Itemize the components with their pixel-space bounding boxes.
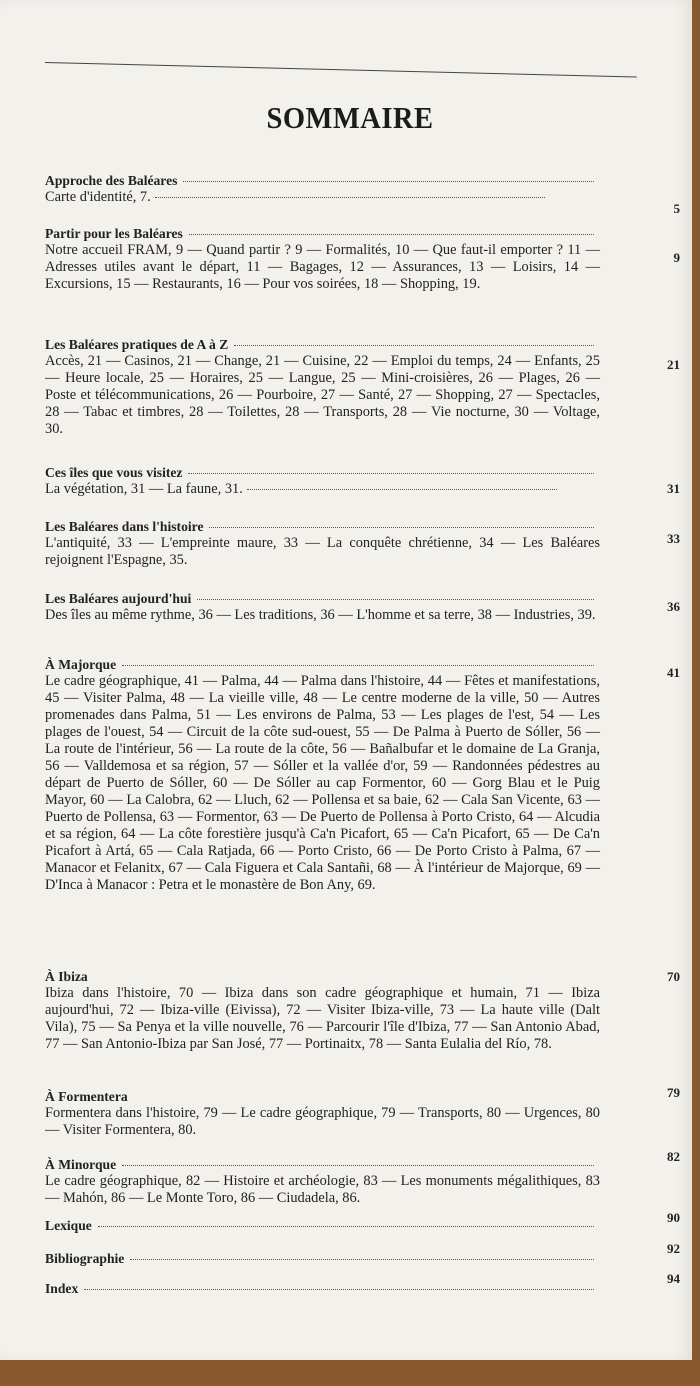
page-number: 70 [667,969,680,984]
dot-leader [122,1165,594,1166]
section-heading: Les Baléares aujourd'hui [45,591,192,606]
page-number: 82 [667,1149,680,1164]
dot-leader [98,1226,594,1227]
page-number: 41 [667,665,680,680]
toc-section [45,464,680,498]
page-number: 31 [667,481,680,496]
page-number: 36 [667,599,680,614]
dot-leader [183,181,594,182]
toc-section [45,1241,680,1267]
toc-section [45,336,680,438]
page-title: SOMMAIRE [266,100,434,135]
section-body: L'antiquité, 33 — L'empreinte maure, 33 — La conquête chrétienne, 34 — Les Baléares rejoignent l'Espagne, 35. [45,535,600,568]
page-number: 94 [667,1271,680,1286]
dot-leader [155,197,545,198]
section-heading: À Formentera [45,1089,128,1104]
section-heading: Bibliographie [45,1251,125,1266]
toc-section [45,518,680,569]
dot-leader [234,345,594,346]
section-body: Des îles au même rythme, 36 — Les traditions, 36 — L'homme et sa terre, 38 — Industries, 39. [45,607,596,623]
page-number: 21 [667,357,680,372]
toc-section [45,656,680,894]
section-heading: Lexique [45,1218,92,1233]
top-rule [45,62,637,77]
page-number: 90 [667,1210,680,1225]
section-heading: Partir pour les Baléares [45,226,183,241]
section-heading: À Majorque [45,657,117,672]
dot-leader [84,1289,594,1290]
section-heading: À Minorque [45,1157,117,1172]
section-body: Carte d'identité, 7. [45,189,600,206]
page-number: 5 [673,201,680,216]
section-heading: Index [45,1281,79,1296]
section-body: Formentera dans l'histoire, 79 — Le cadre géographique, 79 — Transports, 80 — Urgences, 80 — Visiter Formentera, 80. [45,1105,600,1138]
section-heading: Approche des Baléares [45,173,178,188]
section-body: Le cadre géographique, 41 — Palma, 44 — Palma dans l'histoire, 44 — Fêtes et manifestations, 45 — Visiter Palma, 48 — La vieille ville, 48 — Le centre moderne de la ville, 50 — Autres promenades dans Palma, 51 — Les environs de Palma, 53 — Les plages de l'est, 54 — Les plages de l'ouest, 54 — Circuit de la côte sud-ouest, 55 — De Palma à Puerto de Sóller, 56 — La route de l'intérieur, 56 — La route de la côte, 56 — Bañalbufar et le domaine de La Granja, 56 — Valldemosa et sa région, 57 — Sóller et la vallée d'or, 59 — Randonnées pédestres au départ de Puerto de Sóller, 60 — De Sóller au cap Formentor, 60 — Gorg Blau et le Puig Mayor, 60 — La Calobra, 62 — Lluch, 62 — Pollensa et sa baie, 62 — Cala San Vicente, 63 — Puerto de Pollensa, 63 — Formentor, 63 — De Puerto de Pollensa à Porto Cristo, 64 — Alcudia et sa région, 64 — La côte forestière jusqu'à Ca'n Picafort, 65 — Ca'n Picafort, 65 — De Ca'n Picafort à Artá, 65 — Cala Ratjada, 66 — Porto Cristo, 66 — De Porto Cristo à Palma, 67 — Manacor et Felanitx, 67 — Cala Figuera et Cala Santañi, 68 — À l'intérieur de Majorque, 69 — D'Inca à Manacor : Petra et le monastère de Bon Any, 69. [45,673,600,893]
dot-leader [188,473,594,474]
toc-section [45,225,680,293]
toc-section [45,172,680,216]
page-number: 79 [667,1085,680,1100]
section-body: Le cadre géographique, 82 — Histoire et archéologie, 83 — Les monuments mégalithiques, 83 — Mahón, 86 — Le Monte Toro, 86 — Ciudadela, 86. [45,1173,600,1206]
section-heading: Ces îles que vous visitez [45,465,183,480]
section-heading: Les Baléares pratiques de A à Z [45,337,229,352]
dot-leader [209,527,594,528]
dot-leader [122,665,594,666]
toc-section [45,590,680,624]
dot-leader [189,234,594,235]
section-heading: À Ibiza [45,969,88,984]
dot-leader [130,1259,594,1260]
page-number: 33 [667,531,680,546]
section-body: La végétation, 31 — La faune, 31. [45,481,600,498]
page-number: 92 [667,1241,680,1256]
toc-section [45,1149,680,1207]
toc-section [45,1085,680,1139]
page-number: 9 [673,250,680,265]
toc-section [45,1271,680,1297]
dot-leader [197,599,594,600]
section-body: Accès, 21 — Casinos, 21 — Change, 21 — Cuisine, 22 — Emploi du temps, 24 — Enfants, 25 — Heure locale, 25 — Horaires, 25 — Langue, 25 — Mini-croisières, 26 — Plages, 26 — Poste et télécommunications, 26 — Pourboire, 27 — Santé, 27 — Shopping, 27 — Spectacles, 28 — Tabac et timbres, 28 — Toilettes, 28 — Transports, 28 — Vie nocturne, 30 — Voltage, 30. [45,353,600,437]
section-body: Ibiza dans l'histoire, 70 — Ibiza dans son cadre géographique et humain, 71 — Ibiza aujourd'hui, 72 — Ibiza-ville (Eivissa), 72 — Visiter Ibiza-ville, 73 — La haute ville (Dalt Vila), 75 — Sa Penya et la ville nouvelle, 76 — Parcourir l'île d'Ibiza, 77 — San Antonio Abad, 77 — San Antonio-Ibiza par San José, 77 — Portinaitx, 78 — Santa Eulalia del Río, 78. [45,985,600,1052]
section-heading: Les Baléares dans l'histoire [45,519,204,534]
dot-leader [247,489,557,490]
section-body: Notre accueil FRAM, 9 — Quand partir ? 9 — Formalités, 10 — Que faut-il emporter ? 11 — Adresses utiles avant le départ, 11 — Bagages, 12 — Assurances, 13 — Loisirs, 14 — Excursions, 15 — Restaurants, 16 — Pour vos soirées, 18 — Shopping, 19. [45,242,600,292]
toc-section [45,968,680,1053]
toc-section [45,1210,680,1234]
